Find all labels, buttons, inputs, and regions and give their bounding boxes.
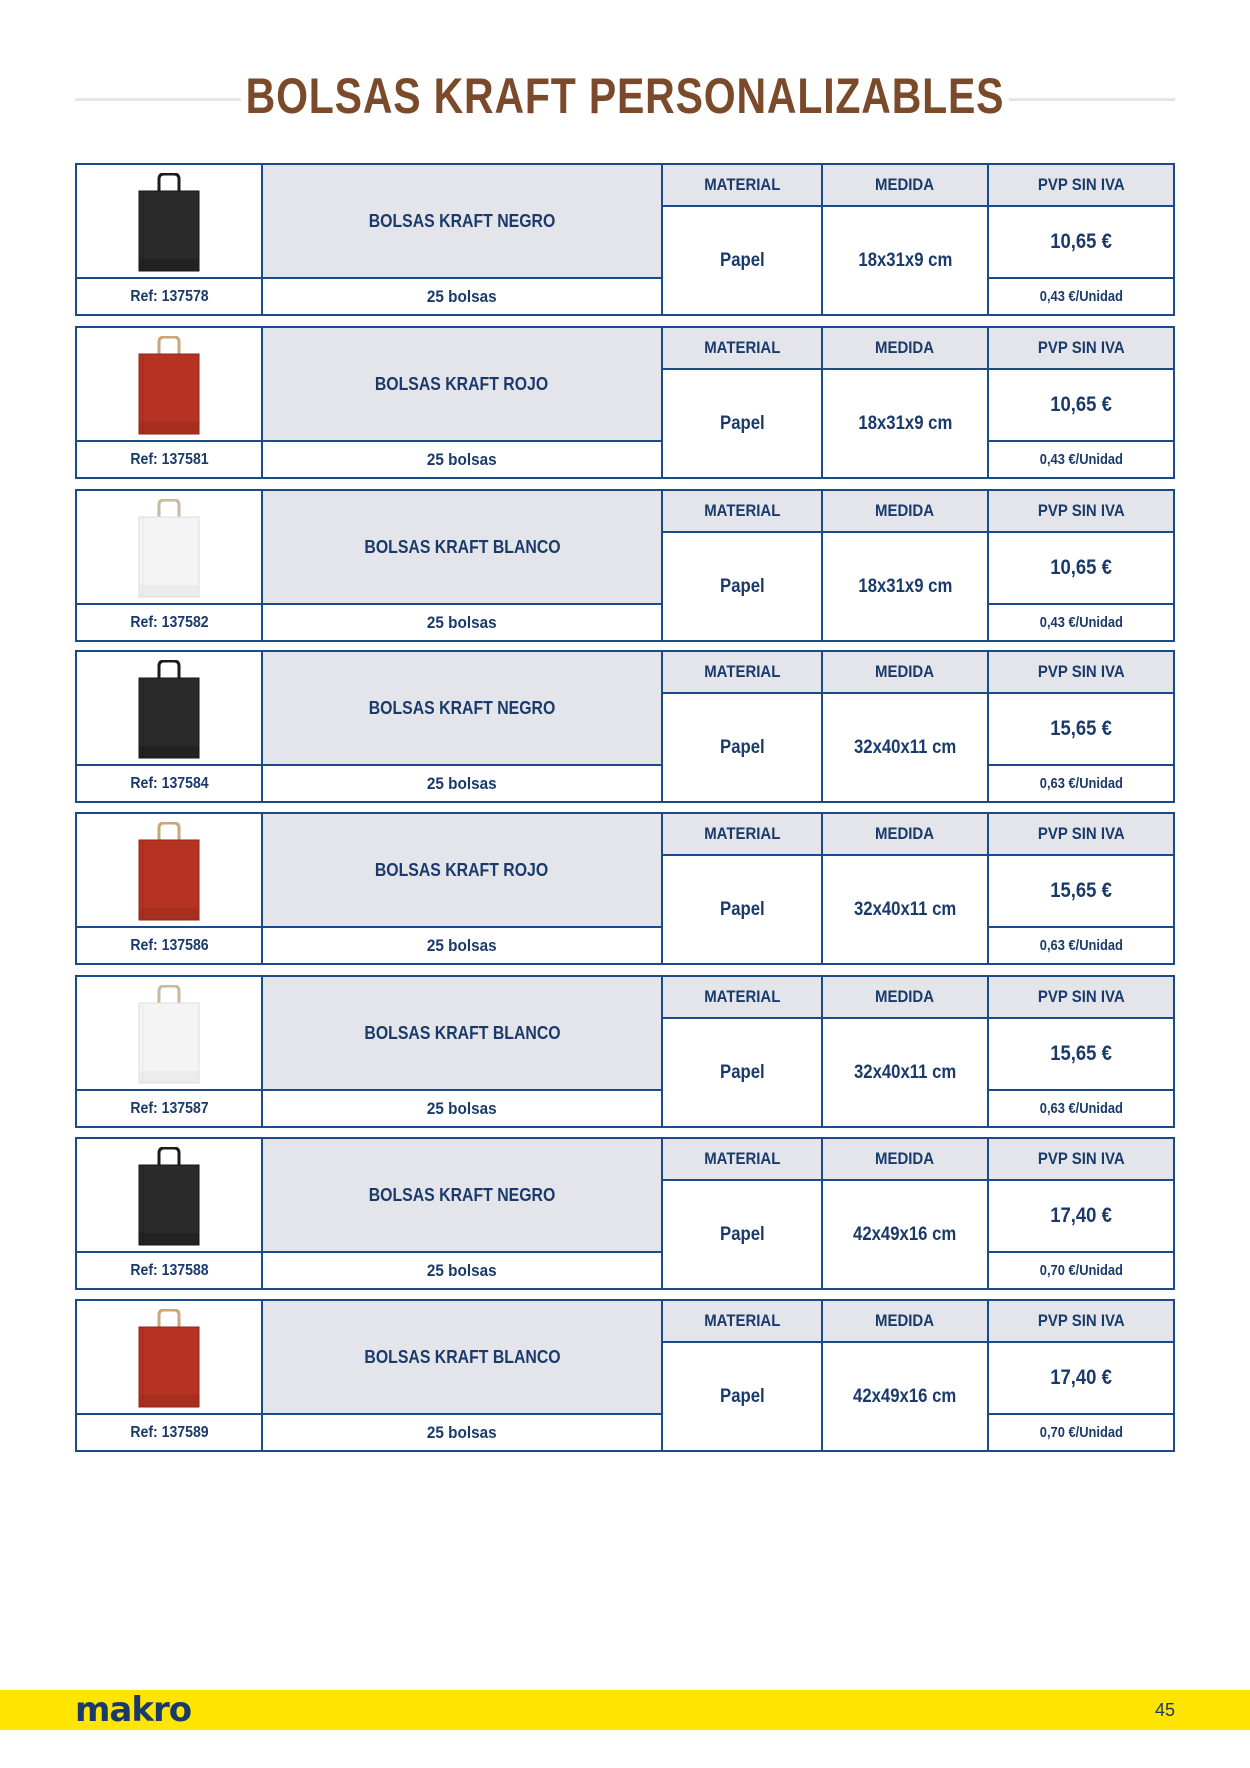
medida-header-label: MEDIDA [875,1149,935,1168]
page-number: 45 [1154,1700,1175,1720]
makro-logo: makro [75,1690,192,1730]
unit-price-cell [989,1415,1173,1450]
product-name: BOLSAS KRAFT ROJO [375,859,549,880]
black-bag-icon [137,173,201,273]
size-value-cell [823,1181,989,1288]
size-value: 18x31x9 cm [858,249,952,271]
product-qty: 25 bolsas [427,1422,497,1442]
product-card [75,812,1175,965]
product-name-cell [263,652,663,766]
material-value: Papel [719,575,765,597]
unit-price-cell [989,1253,1173,1288]
product-card [75,1299,1175,1452]
material-value: Papel [719,249,765,271]
unit-price-cell [989,766,1173,801]
pvp-header [989,977,1173,1019]
size-value-cell [823,533,989,640]
product-qty-cell [263,928,663,963]
footer-bar [0,1690,1250,1730]
material-value-cell [663,533,823,640]
material-header-label: MATERIAL [703,662,781,681]
product-image-cell [77,1301,263,1415]
product-card [75,975,1175,1128]
material-header-label: MATERIAL [703,1311,781,1330]
title-rule-right [1009,98,1175,101]
price-cell [989,694,1173,766]
size-value: 18x31x9 cm [858,412,952,434]
product-name-cell [263,814,663,928]
size-value: 32x40x11 cm [853,1061,957,1083]
product-card [75,1137,1175,1290]
unit-price-cell [989,1091,1173,1126]
material-header [663,491,823,533]
medida-header [823,165,989,207]
price-value: 10,65 € [1050,556,1112,579]
pvp-header [989,1301,1173,1343]
unit-price-value: 0,63 €/Unidad [1039,937,1123,954]
product-ref: Ref: 137582 [129,613,209,631]
red-bag-icon [137,336,201,436]
product-ref: Ref: 137589 [129,1423,209,1441]
price-value: 15,65 € [1050,717,1112,740]
medida-header-label: MEDIDA [875,662,935,681]
price-cell [989,533,1173,605]
product-name-cell [263,1139,663,1253]
size-value-cell [823,694,989,801]
material-header [663,814,823,856]
medida-header [823,491,989,533]
pvp-header-label: PVP SIN IVA [1037,501,1125,520]
product-image-cell [77,814,263,928]
pvp-header [989,652,1173,694]
product-image-cell [77,977,263,1091]
price-value: 17,40 € [1050,1204,1112,1227]
product-ref: Ref: 137581 [129,450,209,468]
material-value-cell [663,1019,823,1126]
product-ref: Ref: 137588 [129,1261,209,1279]
size-value: 32x40x11 cm [853,736,957,758]
medida-header [823,652,989,694]
product-qty-cell [263,1253,663,1288]
material-header-label: MATERIAL [703,824,781,843]
product-ref-cell [77,605,263,640]
product-card [75,650,1175,803]
product-ref-cell [77,1415,263,1450]
pvp-header [989,328,1173,370]
pvp-header [989,814,1173,856]
unit-price-value: 0,43 €/Unidad [1039,288,1123,305]
material-header [663,1139,823,1181]
unit-price-cell [989,605,1173,640]
black-bag-icon [137,660,201,760]
pvp-header-label: PVP SIN IVA [1037,1311,1125,1330]
material-value-cell [663,856,823,963]
product-ref: Ref: 137587 [129,1099,209,1117]
product-image-cell [77,491,263,605]
product-name: BOLSAS KRAFT NEGRO [368,210,556,231]
material-header-label: MATERIAL [703,501,781,520]
product-ref-cell [77,1091,263,1126]
price-value: 17,40 € [1050,1366,1112,1389]
product-qty-cell [263,605,663,640]
red-bag-icon [137,1309,201,1409]
product-ref: Ref: 137584 [129,774,209,792]
material-value: Papel [719,412,765,434]
material-header [663,977,823,1019]
product-name-cell [263,165,663,279]
product-name: BOLSAS KRAFT ROJO [375,373,549,394]
product-card [75,489,1175,642]
material-header [663,1301,823,1343]
product-qty-cell [263,766,663,801]
pvp-header-label: PVP SIN IVA [1037,987,1125,1006]
pvp-header [989,1139,1173,1181]
price-value: 15,65 € [1050,1042,1112,1065]
price-value: 10,65 € [1050,393,1112,416]
pvp-header-label: PVP SIN IVA [1037,824,1125,843]
red-bag-icon [137,822,201,922]
product-name-cell [263,977,663,1091]
pvp-header-label: PVP SIN IVA [1037,1149,1125,1168]
unit-price-value: 0,70 €/Unidad [1039,1262,1123,1279]
material-header-label: MATERIAL [703,1149,781,1168]
size-value: 42x49x16 cm [853,1223,957,1245]
pvp-header-label: PVP SIN IVA [1037,662,1125,681]
product-qty: 25 bolsas [427,449,497,469]
white-bag-icon [137,985,201,1085]
product-ref: Ref: 137586 [129,936,209,954]
page-title: BOLSAS KRAFT PERSONALIZABLES [245,68,1005,124]
medida-header-label: MEDIDA [875,338,935,357]
product-qty: 25 bolsas [427,612,497,632]
medida-header [823,814,989,856]
product-qty: 25 bolsas [427,1260,497,1280]
product-qty-cell [263,442,663,477]
material-header [663,165,823,207]
size-value-cell [823,856,989,963]
product-ref-cell [77,279,263,314]
product-name-cell [263,328,663,442]
product-image-cell [77,328,263,442]
product-image-cell [77,1139,263,1253]
product-qty: 25 bolsas [427,286,497,306]
product-name: BOLSAS KRAFT NEGRO [368,1184,556,1205]
unit-price-value: 0,63 €/Unidad [1039,1100,1123,1117]
medida-header-label: MEDIDA [875,501,935,520]
material-header-label: MATERIAL [703,338,781,357]
price-value: 15,65 € [1050,879,1112,902]
size-value-cell [823,1019,989,1126]
product-ref-cell [77,442,263,477]
medida-header-label: MEDIDA [875,987,935,1006]
unit-price-value: 0,43 €/Unidad [1039,614,1123,631]
material-header [663,652,823,694]
price-cell [989,1343,1173,1415]
material-value: Papel [719,736,765,758]
product-name: BOLSAS KRAFT BLANCO [363,1346,561,1367]
unit-price-cell [989,928,1173,963]
material-value: Papel [719,898,765,920]
product-name-cell [263,1301,663,1415]
size-value-cell [823,370,989,477]
page-header [0,62,1250,138]
unit-price-cell [989,442,1173,477]
product-qty: 25 bolsas [427,1098,497,1118]
material-value-cell [663,1181,823,1288]
price-cell [989,1181,1173,1253]
pvp-header [989,491,1173,533]
black-bag-icon [137,1147,201,1247]
material-value-cell [663,1343,823,1450]
product-image-cell [77,652,263,766]
medida-header [823,977,989,1019]
material-header [663,328,823,370]
price-cell [989,1019,1173,1091]
product-qty: 25 bolsas [427,773,497,793]
medida-header [823,1139,989,1181]
product-qty-cell [263,279,663,314]
size-value-cell [823,207,989,314]
unit-price-value: 0,70 €/Unidad [1039,1424,1123,1441]
product-qty: 25 bolsas [427,935,497,955]
price-cell [989,856,1173,928]
medida-header [823,1301,989,1343]
product-qty-cell [263,1091,663,1126]
material-value: Papel [719,1061,765,1083]
material-header-label: MATERIAL [703,175,781,194]
product-name: BOLSAS KRAFT BLANCO [363,1022,561,1043]
product-name: BOLSAS KRAFT NEGRO [368,697,556,718]
product-ref-cell [77,1253,263,1288]
white-bag-icon [137,499,201,599]
medida-header-label: MEDIDA [875,824,935,843]
medida-header-label: MEDIDA [875,1311,935,1330]
product-name-cell [263,491,663,605]
size-value: 18x31x9 cm [858,575,952,597]
pvp-header [989,165,1173,207]
material-value: Papel [719,1223,765,1245]
price-value: 10,65 € [1050,230,1112,253]
size-value-cell [823,1343,989,1450]
pvp-header-label: PVP SIN IVA [1037,338,1125,357]
price-cell [989,370,1173,442]
material-value: Papel [719,1385,765,1407]
unit-price-value: 0,43 €/Unidad [1039,451,1123,468]
unit-price-cell [989,279,1173,314]
product-card [75,163,1175,316]
product-image-cell [77,165,263,279]
size-value: 32x40x11 cm [853,898,957,920]
product-qty-cell [263,1415,663,1450]
material-header-label: MATERIAL [703,987,781,1006]
product-ref-cell [77,928,263,963]
medida-header [823,328,989,370]
material-value-cell [663,694,823,801]
product-ref: Ref: 137578 [129,287,209,305]
price-cell [989,207,1173,279]
product-ref-cell [77,766,263,801]
medida-header-label: MEDIDA [875,175,935,194]
product-name: BOLSAS KRAFT BLANCO [363,536,561,557]
size-value: 42x49x16 cm [853,1385,957,1407]
material-value-cell [663,207,823,314]
pvp-header-label: PVP SIN IVA [1037,175,1125,194]
product-card [75,326,1175,479]
material-value-cell [663,370,823,477]
unit-price-value: 0,63 €/Unidad [1039,775,1123,792]
